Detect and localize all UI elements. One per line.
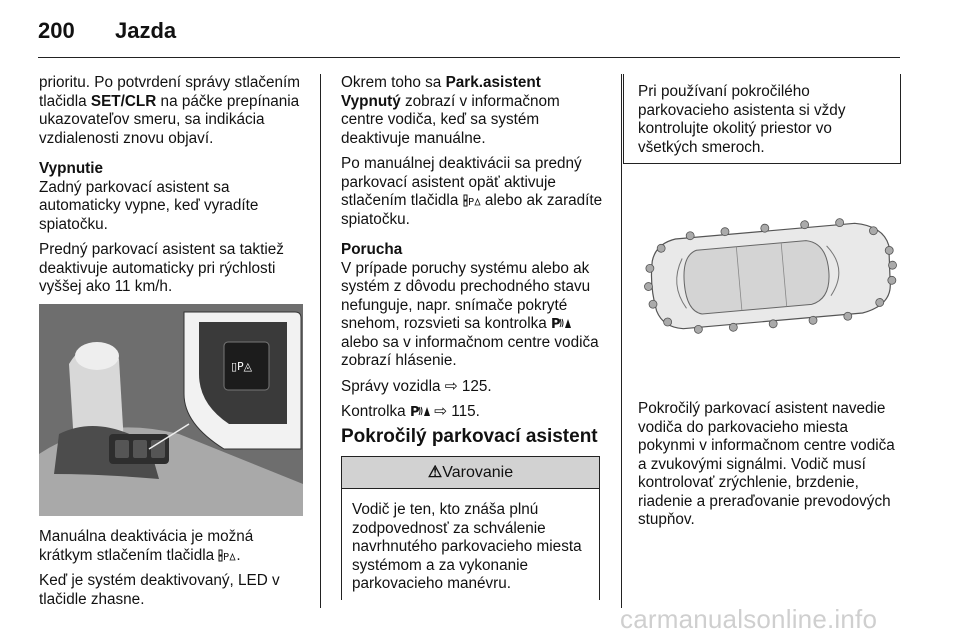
subheading-porucha: Porucha xyxy=(341,241,403,258)
warning-box xyxy=(341,456,600,600)
paragraph: Vypnutie Zadný parkovací asistent sa automaticky vypne, keď vyradíte spiatočku. xyxy=(39,160,304,234)
column-1-lower xyxy=(39,528,304,616)
warning-header xyxy=(342,457,599,489)
svg-text:P: P xyxy=(409,405,420,418)
watermark: carmanualsonline.info xyxy=(620,604,878,634)
column-divider-1 xyxy=(320,74,321,608)
park-assist-warning-lamp-icon xyxy=(551,316,571,330)
svg-text:P: P xyxy=(467,197,474,207)
column-divider-2 xyxy=(621,74,622,608)
paragraph: Po manuálnej deaktivácii sa predný parkovací asistent opäť aktivuje stlačením tlačidla P alebo ak zaradíte spiatočku. xyxy=(341,155,603,228)
paragraph: Keď je systém deaktivovaný, LED v tlačidle zhasne. xyxy=(39,572,280,608)
park-assist-button-icon xyxy=(463,194,481,207)
paragraph: Manuálna deaktivácia je možná krátkym stlačením tlačidla P . xyxy=(39,528,254,564)
page-ref-arrow-icon: ⇨ xyxy=(434,403,447,420)
warning-text: Vodič je ten, kto znáša plnú zodpovednosť za schválenie navrhnutého parkovacieho miesta systémom a za vykonanie parkovacieho manévru. xyxy=(352,501,582,592)
paragraph: Správy vozidla ⇨ 125. xyxy=(341,377,492,395)
paragraph: Kontrolka P ⇨ 115. xyxy=(341,403,480,420)
warning-title: Varovanie xyxy=(442,464,514,481)
page-title: Jazda xyxy=(115,18,177,43)
paragraph: Porucha V prípade poruchy systému alebo ak systém z dôvodu prechodného stavu nefunguje, napr. snímače pokryté snehom, rozsvieti sa kontrolka P alebo sa v informačnom centre vodiča zobrazí hlásenie. xyxy=(341,241,603,371)
paragraph: prioritu. Po potvrdení správy stlačením tlačidla SET/CLR na páčke prepínania ukazovateľov smeru, sa indikácia vzdialenosti znovu objaví. xyxy=(39,74,301,147)
svg-text:▯P◬: ▯P◬ xyxy=(231,360,253,373)
paragraph: Okrem toho sa Park.asistent Vypnutý zobrazí v informačnom centre vodiča, keď sa systém deaktivuje manuálne. xyxy=(341,74,560,147)
park-assist-button-icon xyxy=(218,549,236,562)
subheading-vypnutie: Vypnutie xyxy=(39,160,104,177)
note-box: Pri používaní pokročilého parkovacieho asistenta si vždy kontrolujte okolitý priestor vo všetkých smeroch. xyxy=(623,74,901,164)
warning-triangle-icon: ⚠ xyxy=(427,464,443,481)
park-assist-warning-lamp-icon xyxy=(410,404,430,418)
paragraph: Pokročilý parkovací asistent navedie vodiča do parkovacieho miesta pokynmi v informačnom centre vodiča a zvukovými signálmi. Vodič musí kontrolovať zrýchlenie, brzdenie, riadenie a preraďovanie prevodových stupňov. xyxy=(638,400,895,528)
column-3-text xyxy=(638,400,900,537)
console-button-photo xyxy=(39,304,303,516)
page-ref-arrow-icon: ⇨ xyxy=(444,377,458,395)
header-rule xyxy=(38,57,900,58)
section-heading: Pokročilý parkovací asistent xyxy=(341,426,598,447)
svg-text:P: P xyxy=(223,551,230,562)
page-number: 200 xyxy=(38,18,75,43)
car-sensor-diagram xyxy=(637,168,901,384)
column-2 xyxy=(341,74,603,429)
paragraph: Predný parkovací asistent sa taktiež deaktivuje automaticky pri rýchlosti vyššej ako 11 km/h. xyxy=(39,241,284,295)
svg-text:P: P xyxy=(551,317,561,330)
column-1 xyxy=(39,74,304,304)
